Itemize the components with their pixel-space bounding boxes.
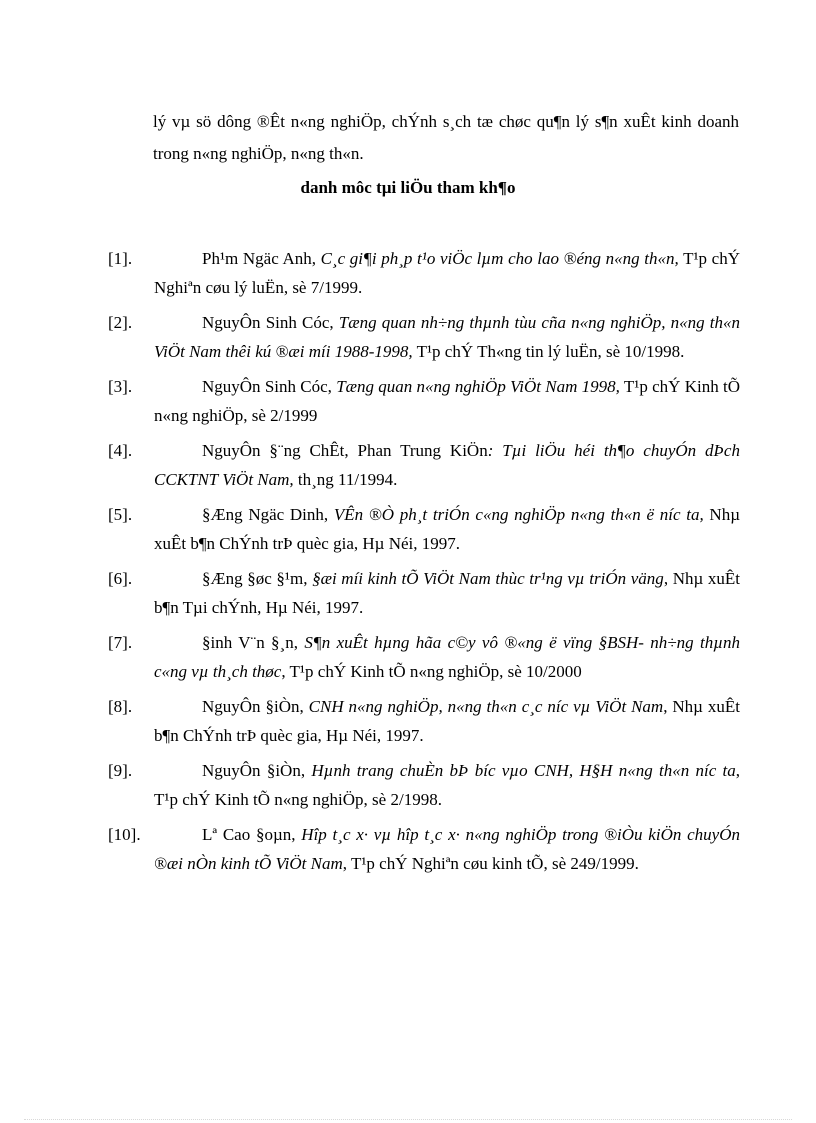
reference-source: , Nhµ xuÊt b¶n ChÝnh trÞ quèc gia, Hµ Néi, 1997. xyxy=(154,697,740,745)
reference-author: NguyÔn §iÒn, xyxy=(202,761,312,780)
reference-source: , T¹p chÝ Kinh tÕ n«ng nghiÖp, sè 10/2000 xyxy=(281,662,582,681)
reference-source: th¸ng 11/1994. xyxy=(293,470,398,489)
reference-number: [1]. xyxy=(108,249,133,268)
reference-number: [4]. xyxy=(108,441,133,460)
reference-title: Tæng quan n«ng nghiÖp ViÖt Nam 1998, xyxy=(336,377,620,396)
page-bottom-divider xyxy=(24,1119,792,1120)
reference-item xyxy=(108,372,740,430)
reference-title: §æi míi kinh tÕ ViÖt Nam thùc tr¹ng vµ triÓn väng xyxy=(312,569,664,588)
reference-number: [9]. xyxy=(108,761,133,780)
reference-title: : Tµi liÖu héi th¶o chuyÓn dÞch CCKTNT ViÖt Nam, xyxy=(154,441,740,489)
reference-number: [10]. xyxy=(108,825,141,844)
reference-number: [2]. xyxy=(108,313,133,332)
reference-number: [8]. xyxy=(108,697,133,716)
reference-source: T¹p chÝ Nghiªn cøu lý luËn, sè 7/1999. xyxy=(154,249,741,297)
reference-item xyxy=(108,500,740,558)
reference-author: NguyÔn §¨ng ChÊt, Phan Trung KiÖn xyxy=(202,441,488,460)
intro-paragraph: lý vµ sö dông ®Êt n«ng nghiÖp, chÝnh s¸ch tæ chøc qu¶n lý s¶n xuÊt kinh doanh trong n«ng nghiÖp, n«ng th«n. xyxy=(153,112,739,163)
reference-item xyxy=(108,628,740,686)
reference-number: [3]. xyxy=(108,377,133,396)
reference-item xyxy=(108,756,740,814)
reference-source: Nhµ xuÊt b¶n ChÝnh trÞ quèc gia, Hµ Néi, 1997. xyxy=(154,505,741,553)
reference-source: T¹p chÝ Kinh tÕ n«ng nghiÖp, sè 2/1999 xyxy=(154,377,740,425)
reference-title: VÊn ®Ò ph¸t triÓn c«ng nghiÖp n«ng th«n ë níc ta, xyxy=(333,505,704,524)
reference-source: , Nhµ xuÊt b¶n Tµi chÝnh, Hµ Néi, 1997. xyxy=(154,569,740,617)
reference-author: NguyÔn Sinh Cóc, xyxy=(202,313,339,332)
reference-title: Hîp t¸c x· vµ hîp t¸c x· n«ng nghiÖp trong ®iÒu kiÖn chuyÓn ®æi nÒn kinh tÕ ViÖt Nam xyxy=(154,825,740,873)
reference-author: §Æng Ngäc Dinh, xyxy=(202,505,334,524)
reference-author: NguyÔn Sinh Cóc, xyxy=(202,377,337,396)
reference-author: Ph¹m Ngäc Anh, xyxy=(202,249,321,268)
reference-author: Lª Cao §oµn, xyxy=(202,825,302,844)
reference-item xyxy=(108,244,740,302)
reference-list xyxy=(108,244,740,884)
reference-source: , T¹p chÝ Nghiªn cøu kinh tÕ, sè 249/1999. xyxy=(342,854,639,873)
reference-item xyxy=(108,436,740,494)
reference-author: §Æng §øc §¹m, xyxy=(202,569,313,588)
reference-number: [6]. xyxy=(108,569,133,588)
reference-item xyxy=(108,564,740,622)
reference-item xyxy=(108,692,740,750)
reference-author: NguyÔn §iÒn, xyxy=(202,697,309,716)
reference-title: Tæng quan nh÷ng thµnh tùu cña n«ng nghiÖp, n«ng th«n ViÖt Nam thêi kú ®æi míi 1988-1998, xyxy=(154,313,740,361)
reference-title: C¸c gi¶i ph¸p t¹o viÖc lµm cho lao ®éng n«ng th«n, xyxy=(320,249,679,268)
reference-item xyxy=(108,308,740,366)
reference-title: S¶n xuÊt hµng hãa c©y vô ®«ng ë vïng §BSH- nh÷ng thµnh c«ng vµ th¸ch thøc xyxy=(154,633,740,681)
reference-title: Hµnh trang chuÈn bÞ bíc vµo CNH, H§H n«ng th«n níc ta xyxy=(311,761,736,780)
reference-source: T¹p chÝ Th«ng tin lý luËn, sè 10/1998. xyxy=(412,342,685,361)
reference-number: [7]. xyxy=(108,633,133,652)
reference-item xyxy=(108,820,740,878)
reference-author: §inh V¨n §¸n, xyxy=(202,633,305,652)
reference-number: [5]. xyxy=(108,505,133,524)
reference-title: CNH n«ng nghiÖp, n«ng th«n c¸c níc vµ ViÖt Nam xyxy=(308,697,664,716)
reference-source: , T¹p chÝ Kinh tÕ n«ng nghiÖp, sè 2/1998. xyxy=(154,761,740,809)
references-heading: danh môc tµi liÖu tham kh¶o xyxy=(300,178,516,197)
